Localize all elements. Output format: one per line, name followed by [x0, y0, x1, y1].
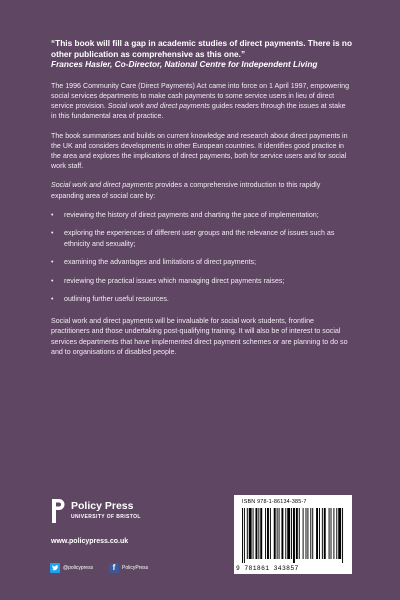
paragraph-audience: Social work and direct payments will be invaluable for social work students, frontline practitioners and those undertaking post-qualifying training. It will also be of interest to social services departments that have implemented direct payment schemes or are planning to do so and to organisations of disabled people.	[51, 317, 348, 356]
isbn-label: ISBN 978-1-86134-385-7	[242, 499, 307, 505]
barcode-bar	[306, 508, 307, 559]
barcode-bar	[329, 508, 330, 559]
barcode-bar	[267, 508, 269, 559]
list-item-text: reviewing the practical issues which managing direct payments raises;	[64, 276, 285, 285]
barcode-bar	[324, 508, 326, 559]
paragraph-intro-text: The 1996 Community Care (Direct Payments) Act came into force on 1 April 1997, empowering social services departments to make cash payments to some service users in lieu of direct service provision.	[51, 81, 350, 111]
barcode-image	[242, 508, 344, 563]
paragraph-intro-tail: guides readers through the issues at stake in this fundamental area of practice.	[51, 102, 346, 121]
facebook-label: PolicyPress	[122, 564, 149, 571]
barcode-bar	[293, 508, 295, 563]
barcode-bar	[310, 508, 311, 559]
paragraph-scope	[51, 180, 353, 200]
barcode-bar	[242, 508, 243, 563]
list-item	[51, 228, 353, 248]
barcode-bar	[291, 508, 292, 559]
list-item	[51, 210, 353, 220]
publisher-website[interactable]: www.policypress.co.uk	[51, 538, 129, 545]
endorsement-attribution: Frances Hasler, Co-Director, National Centre for Independent Living	[51, 59, 318, 70]
barcode-bar	[260, 508, 262, 559]
paragraph-scope-tail: provides a comprehensive introduction to this rapidly expanding area of social care by:	[51, 181, 321, 200]
barcode-number: 9 781861 343857	[236, 565, 299, 572]
publisher-logo	[51, 498, 161, 528]
facebook-page[interactable]	[109, 562, 148, 573]
barcode-bar	[270, 508, 271, 559]
list-item-text: outlining further useful resources.	[64, 295, 169, 304]
list-item-text: examining the advantages and limitations of direct payments;	[64, 258, 257, 267]
barcode-bar	[274, 508, 276, 559]
list-item	[51, 294, 353, 304]
twitter-handle[interactable]	[50, 562, 93, 573]
bullet-glyph: •	[51, 295, 54, 304]
endorsement-quote: “This book will fill a gap in academic studies of direct payments. There is no other publication as comprehensive as this one.”	[51, 38, 353, 59]
barcode-bar	[279, 508, 280, 559]
barcode-bar	[312, 508, 313, 559]
book-title-italic-2: Social work and direct payments	[51, 181, 154, 190]
barcode-bar	[338, 508, 341, 559]
paragraph-intro	[51, 81, 353, 122]
twitter-label: @policypress	[63, 564, 94, 571]
barcode-bar	[342, 508, 343, 563]
barcode-bar	[277, 508, 278, 559]
barcode-bar	[333, 508, 334, 559]
barcode-bar	[244, 508, 245, 563]
barcode-bar	[265, 508, 266, 559]
barcode-bar	[331, 508, 332, 559]
barcode-bar	[307, 508, 308, 559]
bullet-glyph: •	[51, 210, 54, 219]
paragraph-summary: The book summarises and builds on current knowledge and research about direct payments in the UK and considers developments in other European countries. It identifies good practice in the area and explores the implications of direct payments, both for service users and for social work staff.	[51, 131, 348, 171]
publisher-name: Policy Press	[71, 500, 134, 512]
barcode-bar	[319, 508, 320, 559]
policy-press-logo-icon	[51, 498, 65, 524]
facebook-f-icon: f	[109, 563, 119, 573]
book-title-italic: Social work and direct payments	[107, 102, 210, 111]
barcode-bar	[322, 508, 323, 559]
bullet-glyph: •	[51, 258, 54, 267]
list-item-text: exploring the experiences of different user groups and the relevance of issues such as ethnicity and sexuality;	[64, 229, 335, 248]
barcode-bar	[281, 508, 283, 559]
barcode-bar	[285, 508, 286, 559]
barcode-bar	[336, 508, 337, 559]
list-item-text: reviewing the history of direct payments and charting the pace of implementation;	[64, 210, 319, 219]
barcode-bar	[296, 508, 298, 559]
list-item	[51, 257, 353, 267]
barcode-bar	[303, 508, 304, 559]
barcode-bar	[247, 508, 248, 559]
barcode-bar	[287, 508, 290, 559]
cover-text	[51, 38, 353, 366]
twitter-bird-icon	[50, 563, 60, 573]
barcode-bar	[253, 508, 254, 559]
barcode-bar	[258, 508, 259, 559]
barcode-bar	[255, 508, 257, 559]
list-item	[51, 276, 353, 286]
bullet-glyph: •	[51, 229, 54, 238]
barcode-bar	[249, 508, 252, 559]
feature-list	[51, 210, 353, 304]
bullet-glyph: •	[51, 276, 54, 285]
barcode-panel	[234, 495, 352, 574]
publisher-subtitle: UNIVERSITY OF BRISTOL	[71, 514, 141, 520]
barcode-bar	[299, 508, 300, 559]
barcode-bar	[316, 508, 318, 559]
